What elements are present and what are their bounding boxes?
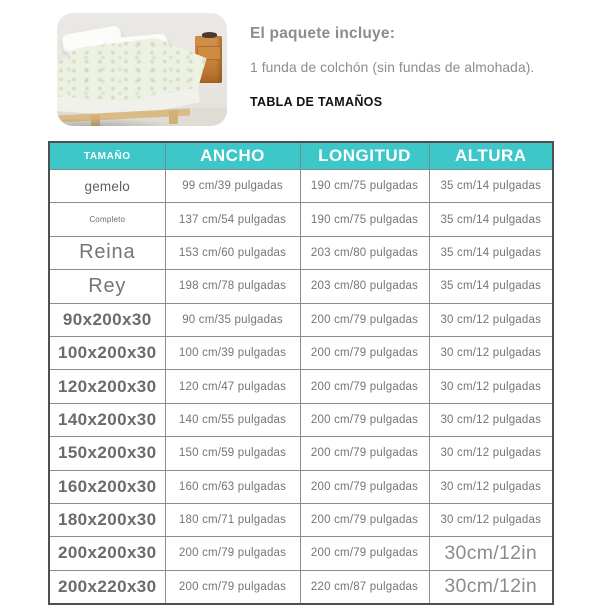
size-table [48, 141, 554, 605]
ancho-cell: 198 cm/78 pulgadas [165, 270, 300, 303]
longitud-cell: 190 cm/75 pulgadas [300, 203, 429, 236]
longitud-cell: 190 cm/75 pulgadas [300, 170, 429, 203]
longitud-cell: 200 cm/79 pulgadas [300, 437, 429, 470]
size-table-body [49, 170, 553, 605]
longitud-cell: 200 cm/79 pulgadas [300, 370, 429, 403]
table-row [49, 570, 553, 604]
header-altura: ALTURA [429, 142, 553, 170]
header-ancho: ANCHO [165, 142, 300, 170]
longitud-cell: 200 cm/79 pulgadas [300, 303, 429, 336]
table-row [49, 503, 553, 536]
longitud-cell: 200 cm/79 pulgadas [300, 503, 429, 536]
size-cell: Completo [49, 203, 165, 236]
size-cell: 90x200x30 [49, 303, 165, 336]
altura-cell: 35 cm/14 pulgadas [429, 236, 553, 269]
table-row [49, 270, 553, 303]
longitud-cell: 203 cm/80 pulgadas [300, 236, 429, 269]
longitud-cell: 203 cm/80 pulgadas [300, 270, 429, 303]
photo-nightstand-object [202, 32, 217, 38]
ancho-cell: 200 cm/79 pulgadas [165, 570, 300, 604]
size-cell: 180x200x30 [49, 503, 165, 536]
photo-bed-shadow [57, 118, 176, 126]
table-row [49, 303, 553, 336]
size-cell: Reina [49, 236, 165, 269]
ancho-cell: 137 cm/54 pulgadas [165, 203, 300, 236]
ancho-cell: 140 cm/55 pulgadas [165, 403, 300, 436]
size-cell: 100x200x30 [49, 336, 165, 369]
header-longitud: LONGITUD [300, 142, 429, 170]
table-row [49, 236, 553, 269]
ancho-cell: 99 cm/39 pulgadas [165, 170, 300, 203]
ancho-cell: 200 cm/79 pulgadas [165, 537, 300, 570]
size-cell: 200x200x30 [49, 537, 165, 570]
size-cell: 120x200x30 [49, 370, 165, 403]
longitud-cell: 220 cm/87 pulgadas [300, 570, 429, 604]
table-row [49, 537, 553, 570]
size-cell: 160x200x30 [49, 470, 165, 503]
altura-cell: 35 cm/14 pulgadas [429, 203, 553, 236]
longitud-cell: 200 cm/79 pulgadas [300, 470, 429, 503]
header-tamano: TAMAÑO [49, 142, 165, 170]
longitud-cell: 200 cm/79 pulgadas [300, 403, 429, 436]
ancho-cell: 150 cm/59 pulgadas [165, 437, 300, 470]
altura-cell: 35 cm/14 pulgadas [429, 270, 553, 303]
table-row [49, 403, 553, 436]
size-cell: gemelo [49, 170, 165, 203]
size-table-title: TABLA DE TAMAÑOS [250, 95, 383, 109]
ancho-cell: 153 cm/60 pulgadas [165, 236, 300, 269]
altura-cell: 30 cm/12 pulgadas [429, 437, 553, 470]
package-includes-heading: El paquete incluye: [250, 25, 396, 42]
altura-cell: 30 cm/12 pulgadas [429, 503, 553, 536]
ancho-cell: 120 cm/47 pulgadas [165, 370, 300, 403]
ancho-cell: 180 cm/71 pulgadas [165, 503, 300, 536]
altura-cell: 30cm/12in [429, 537, 553, 570]
altura-cell: 30 cm/12 pulgadas [429, 403, 553, 436]
altura-cell: 30 cm/12 pulgadas [429, 336, 553, 369]
ancho-cell: 100 cm/39 pulgadas [165, 336, 300, 369]
size-cell: 200x220x30 [49, 570, 165, 604]
size-cell: 150x200x30 [49, 437, 165, 470]
longitud-cell: 200 cm/79 pulgadas [300, 336, 429, 369]
table-row [49, 336, 553, 369]
altura-cell: 30cm/12in [429, 570, 553, 604]
table-row [49, 437, 553, 470]
altura-cell: 30 cm/12 pulgadas [429, 303, 553, 336]
table-row [49, 203, 553, 236]
table-row [49, 470, 553, 503]
ancho-cell: 160 cm/63 pulgadas [165, 470, 300, 503]
table-row [49, 370, 553, 403]
altura-cell: 35 cm/14 pulgadas [429, 170, 553, 203]
longitud-cell: 200 cm/79 pulgadas [300, 537, 429, 570]
altura-cell: 30 cm/12 pulgadas [429, 470, 553, 503]
size-cell: 140x200x30 [49, 403, 165, 436]
table-header-row [49, 142, 553, 170]
ancho-cell: 90 cm/35 pulgadas [165, 303, 300, 336]
size-cell: Rey [49, 270, 165, 303]
package-includes-description: 1 funda de colchón (sin fundas de almohada). [250, 60, 535, 75]
altura-cell: 30 cm/12 pulgadas [429, 370, 553, 403]
product-photo [57, 13, 227, 126]
table-row [49, 170, 553, 203]
